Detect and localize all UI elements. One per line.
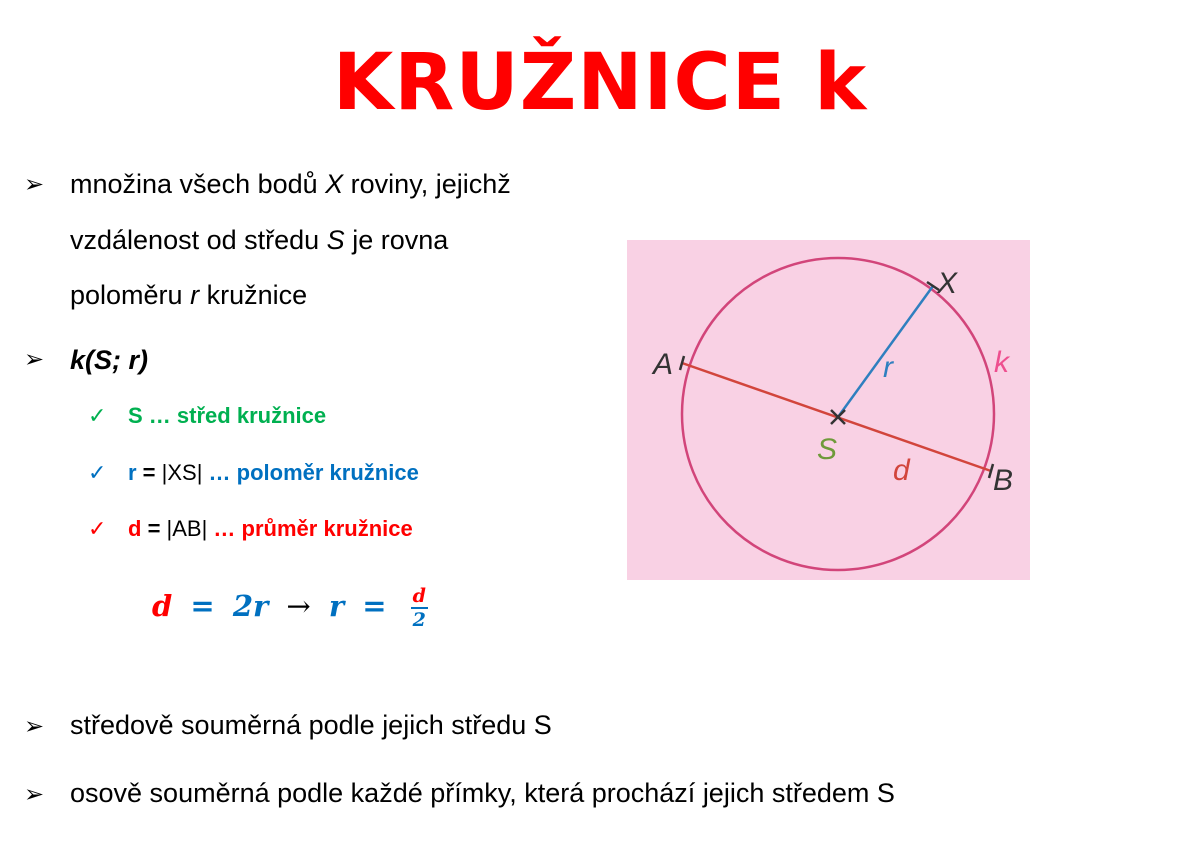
check-icon: ✓	[88, 403, 107, 428]
symbol: S	[128, 403, 143, 428]
definition-text: roviny, jejichž	[343, 169, 511, 199]
axis-symmetry-text: osově souměrná podle každé přímky, která prochází jejich středem S	[70, 778, 895, 808]
subitem-text: střed kružnice	[176, 403, 327, 428]
variable-r: r	[190, 280, 200, 310]
subitem-text: průměr kružnice	[241, 516, 413, 541]
separator: …	[202, 460, 237, 485]
formula	[152, 585, 428, 631]
subitem-diameter	[88, 516, 413, 542]
label-b: B	[993, 464, 1014, 497]
definition-line-2	[70, 212, 448, 268]
equals: =	[136, 460, 162, 485]
definition-line-3	[70, 267, 307, 323]
formula-equals: =	[362, 589, 387, 623]
label-x: X	[937, 267, 958, 300]
definition-text: je rovna	[344, 225, 449, 255]
definition-text: kružnice	[199, 280, 308, 310]
variable-s: S	[326, 225, 345, 255]
formula-2r: 2r	[232, 589, 269, 623]
subitem-text: poloměr kružnice	[236, 460, 419, 485]
definition-text: vzdálenost od středu	[70, 225, 327, 255]
formula-fraction	[411, 585, 428, 631]
bullet-arrow-icon: ➢	[24, 781, 45, 808]
center-symmetry-text: středově souměrná podle jejich středu S	[70, 710, 552, 740]
subitem-radius	[88, 460, 419, 486]
definition-line-1	[70, 156, 511, 212]
circle-diagram	[627, 240, 1030, 580]
label-r: r	[883, 351, 893, 384]
formula-arrow: →	[286, 589, 311, 623]
label-a: A	[653, 348, 674, 381]
formula-r: r	[328, 589, 345, 623]
fraction-denominator: 2	[412, 609, 426, 631]
segment-notation: |AB|	[166, 516, 208, 541]
formula-equals: =	[190, 589, 215, 623]
bullet-arrow-icon: ➢	[24, 171, 45, 198]
variable-x: X	[325, 169, 344, 199]
page-title: KRUŽNICE k	[332, 38, 868, 128]
label-k: k	[994, 346, 1009, 379]
subitem-center	[88, 403, 326, 429]
label-d: d	[893, 454, 910, 487]
equals: =	[141, 516, 167, 541]
fraction-numerator: d	[412, 585, 426, 607]
notation: k(S; r)	[70, 345, 149, 375]
check-icon: ✓	[88, 460, 107, 485]
segment-notation: |XS|	[161, 460, 203, 485]
bullet-arrow-icon: ➢	[24, 346, 45, 373]
formula-d: d	[152, 589, 173, 623]
symbol: d	[128, 516, 142, 541]
diagram-background	[627, 240, 1030, 580]
bullet-arrow-icon: ➢	[24, 713, 45, 740]
definition-text: množina všech bodů	[70, 169, 326, 199]
label-s: S	[817, 433, 838, 466]
definition-text: poloměru	[70, 280, 191, 310]
symbol: r	[128, 460, 137, 485]
check-icon: ✓	[88, 516, 107, 541]
separator: …	[207, 516, 242, 541]
separator: …	[142, 403, 177, 428]
